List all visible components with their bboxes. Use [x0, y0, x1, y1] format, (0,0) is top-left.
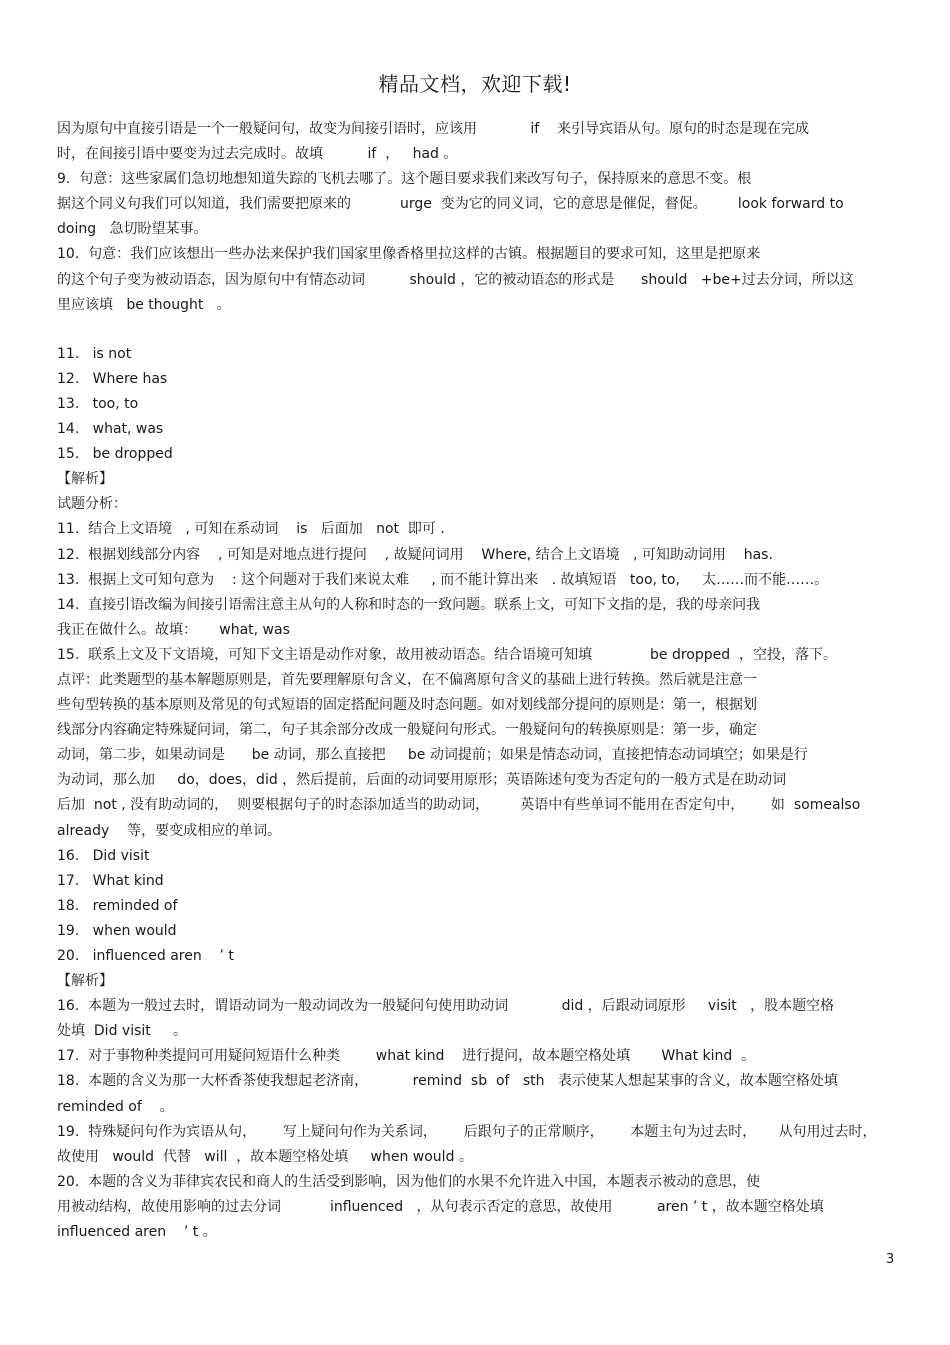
text-line: 【解析】: [57, 973, 113, 990]
text-line: 为动词，那么加 do，does，did ，然后提前，后面的动词要用原形；英语陈述句变为否定句的一般方式是在助动词: [57, 772, 787, 789]
text-line: 15. 联系上文及下文语境，可知下文主语是动作对象，故用被动语态。结合语境可知填 be dropped ，空投，落下。: [57, 646, 838, 663]
text-line: 13. too, to: [57, 395, 139, 412]
text-line: 12. Where has: [57, 370, 168, 387]
text-line: 10. 句意：我们应该想出一些办法来保护我们国家里像香格里拉这样的古镇。根据题目的要求可知，这里是把原来: [57, 246, 761, 263]
document-body: [57, 117, 897, 1245]
text-line: 【解析】: [57, 471, 113, 488]
text-line: 17. What kind: [57, 872, 164, 889]
text-line: 处填 Did visit 。: [57, 1023, 188, 1040]
text-line: 动词，第二步，如果动词是 be 动词，那么直接把 be 动词提前；如果是情态动词，直接把情态动词填空；如果是行: [57, 747, 808, 764]
text-line: 14. what, was: [57, 421, 164, 438]
text-line: 里应该填 be thought 。: [57, 296, 231, 313]
text-line: 11. 结合上文语境 , 可知在系动词 is 后面加 not 即可 .: [57, 521, 445, 538]
text-line: 16. Did visit: [57, 847, 150, 864]
text-line: 些句型转换的基本原则及常见的句式短语的固定搭配问题及时态问题。如对划线部分提问的原则是：第一，根据划: [57, 697, 757, 714]
text-line: 16. 本题为一般过去时，谓语动词为一般动词改为一般疑问句使用助动词 did ，后跟动词原形 visit ，股本题空格: [57, 998, 835, 1015]
text-line: 19. 特殊疑问句作为宾语从句， 写上疑问句作为关系词， 后跟句子的正常顺序， 本题主句为过去时， 从句用过去时，: [57, 1123, 877, 1140]
text-line: 14. 直接引语改编为间接引语需注意主从句的人称和时态的一致问题。联系上文，可知下文指的是，我的母亲问我: [57, 596, 761, 613]
text-line: 20. 本题的含义为菲律宾农民和商人的生活受到影响，因为他们的水果不允许进入中国，本题表示被动的意思，使: [57, 1173, 761, 1190]
text-line: already 等，要变成相应的单词。: [57, 822, 282, 839]
text-line: 据这个同义句我们可以知道，我们需要把原来的 urge 变为它的同义词，它的意思是催促，督促。 look forward to: [57, 196, 844, 213]
text-line: 12. 根据划线部分内容 , 可知是对地点进行提问 , 故疑问词用 Where, 结合上文语境 , 可知助动词用 has.: [57, 546, 773, 563]
text-line: 的这个句子变为被动语态，因为原句中有情态动词 should ，它的被动语态的形式是 should +be+过去分词，所以这: [57, 271, 854, 288]
text-line: 因为原句中直接引语是一个一般疑问句，故变为间接引语时，应该用 if 来引导宾语从句。原句的时态是现在完成: [57, 121, 810, 137]
blank-line: [57, 318, 897, 342]
text-line: 点评：此类题型的基本解题原则是，首先要理解原句含义，在不偏离原句含义的基础上进行转换。然后就是注意一: [57, 671, 757, 688]
text-line: 时，在间接引语中要变为过去完成时。故填 if ， had 。: [57, 146, 458, 163]
text-line: 18. reminded of: [57, 897, 178, 914]
page-header-title: 精品文档，欢迎下载!: [378, 72, 572, 96]
text-line: 故使用 would 代替 will ，故本题空格处填 when would 。: [57, 1148, 473, 1165]
text-line: 9. 句意：这些家属们急切地想知道失踪的飞机去哪了。这个题目要求我们来改写句子，保持原来的意思不变。根: [57, 171, 752, 188]
text-line: 15. be dropped: [57, 446, 173, 463]
text-line: 18. 本题的含义为那一大杯香茶使我想起老济南， remind sb of sth 表示使某人想起某事的含义，故本题空格处填: [57, 1073, 838, 1090]
text-line: influenced aren ’ t 。: [57, 1224, 217, 1241]
text-line: 试题分析：: [57, 496, 127, 513]
text-line: 后加 not , 没有助动词的， 则要根据句子的时态添加适当的助动词， 英语中有些单词不能用在否定句中， 如 somealso: [57, 797, 861, 814]
text-line: 线部分内容确定特殊疑问词，第二，句子其余部分改成一般疑问句形式。一般疑问句的转换原则是：第一步，确定: [57, 722, 757, 739]
text-line: 用被动结构，故使用影响的过去分词 influenced ，从句表示否定的意思，故使用 aren ’ t ，故本题空格处填: [57, 1198, 824, 1215]
text-line: doing 急切盼望某事。: [57, 221, 208, 238]
page-number: 3: [886, 1252, 895, 1267]
text-line: 19. when would: [57, 922, 177, 939]
text-line: 11. is not: [57, 345, 132, 362]
text-line: 13. 根据上文可知句意为 : 这个问题对于我们来说太难 , 而不能计算出来 . 故填短语 too, to, 太……而不能……。: [57, 571, 829, 588]
text-line: reminded of 。: [57, 1098, 174, 1115]
text-line: 17. 对于事物种类提问可用疑问短语什么种类 what kind 进行提问，故本题空格处填 What kind 。: [57, 1048, 756, 1065]
text-line: 我正在做什么。故填： what, was: [57, 621, 290, 638]
text-line: 20. influenced aren ’ t: [57, 948, 234, 964]
